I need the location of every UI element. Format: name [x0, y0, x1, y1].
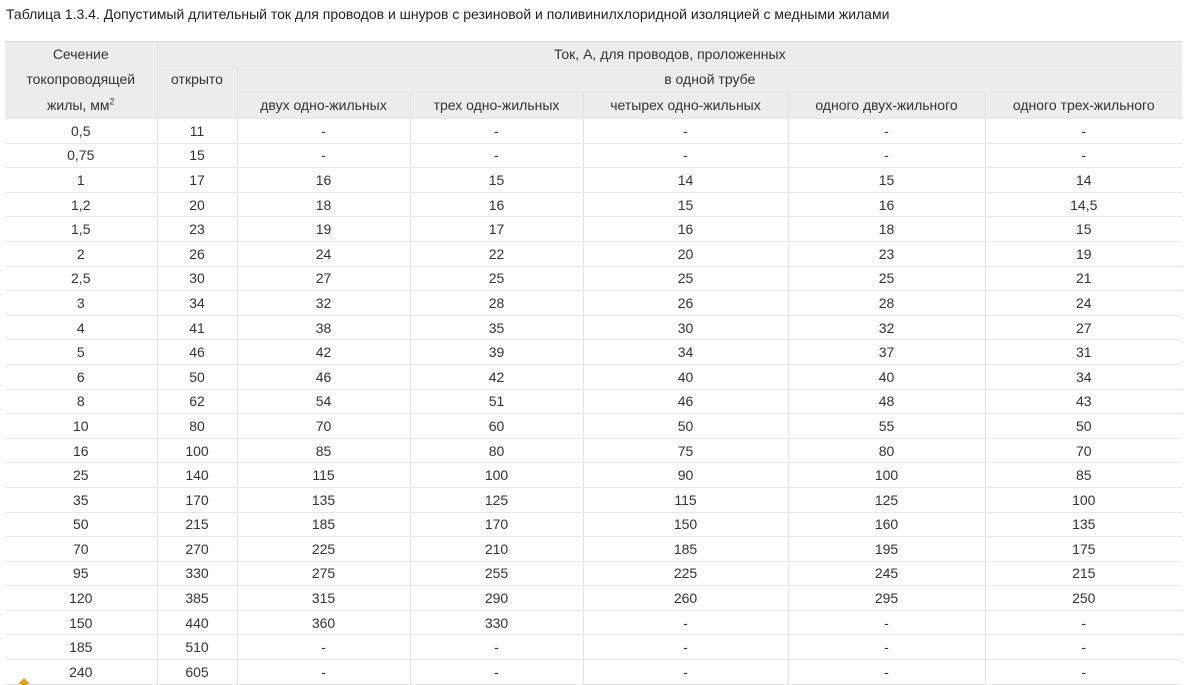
one-two-core-cell: 23: [788, 241, 985, 266]
section-header-line2: токопроводящей: [5, 67, 157, 92]
table-row: [5, 315, 1182, 340]
three-single-cell: 125: [410, 487, 583, 512]
open-cell: 100: [157, 438, 237, 463]
open-cell: 50: [157, 364, 237, 389]
two-single-cell: 24: [237, 241, 410, 266]
open-cell: 510: [157, 635, 237, 660]
table-row: [5, 512, 1182, 537]
section-cell: 35: [5, 487, 157, 512]
open-cell: 62: [157, 389, 237, 414]
col-header-one-two-core: одного двух-жильного: [788, 92, 985, 119]
one-three-core-cell: 85: [985, 463, 1182, 488]
scroll-top-icon-graphic: [17, 677, 31, 685]
two-single-cell: 38: [237, 315, 410, 340]
four-single-cell: 25: [583, 266, 788, 291]
one-two-core-cell: 25: [788, 266, 985, 291]
one-two-core-cell: 80: [788, 438, 985, 463]
one-two-core-cell: 48: [788, 389, 985, 414]
col-header-four-single: четырех одно-жильных: [583, 92, 788, 119]
one-two-core-cell: 195: [788, 537, 985, 562]
section-cell: 120: [5, 586, 157, 611]
in-pipe-header: в одной трубе: [237, 67, 1182, 92]
one-three-core-cell: 31: [985, 340, 1182, 365]
table-body: [5, 119, 1182, 685]
open-cell: 605: [157, 660, 237, 685]
section-unit-label: жилы, мм: [47, 96, 110, 113]
one-three-core-cell: -: [985, 660, 1182, 685]
open-cell: 170: [157, 487, 237, 512]
section-header-line1: Сечение: [5, 42, 157, 67]
three-single-cell: 80: [410, 438, 583, 463]
four-single-cell: -: [583, 610, 788, 635]
two-single-cell: 70: [237, 414, 410, 439]
table-row: [5, 217, 1182, 242]
three-single-cell: 51: [410, 389, 583, 414]
open-cell: 30: [157, 266, 237, 291]
three-single-cell: 16: [410, 192, 583, 217]
one-three-core-cell: 135: [985, 512, 1182, 537]
four-single-cell: 50: [583, 414, 788, 439]
table-row: [5, 119, 1182, 144]
open-cell: 440: [157, 610, 237, 635]
one-two-core-cell: 18: [788, 217, 985, 242]
four-single-cell: -: [583, 143, 788, 168]
table-row: [5, 610, 1182, 635]
one-two-core-cell: 32: [788, 315, 985, 340]
one-two-core-cell: 55: [788, 414, 985, 439]
one-three-core-cell: 21: [985, 266, 1182, 291]
section-cell: 240: [5, 660, 157, 685]
one-three-core-cell: 100: [985, 487, 1182, 512]
one-three-core-cell: 70: [985, 438, 1182, 463]
two-single-cell: 42: [237, 340, 410, 365]
one-two-core-cell: -: [788, 660, 985, 685]
one-two-core-cell: 295: [788, 586, 985, 611]
table-caption: Таблица 1.3.4. Допустимый длительный ток для проводов и шнуров с резиновой и поливинилхлоридной изоляцией с медными жилами: [6, 6, 890, 22]
section-cell: 5: [5, 340, 157, 365]
three-single-cell: -: [410, 660, 583, 685]
one-three-core-cell: 24: [985, 291, 1182, 316]
table-row: [5, 487, 1182, 512]
open-cell: 20: [157, 192, 237, 217]
open-header-empty: [157, 92, 237, 119]
section-header-line3: [5, 92, 157, 119]
section-cell: 50: [5, 512, 157, 537]
one-three-core-cell: -: [985, 119, 1182, 144]
one-three-core-cell: 27: [985, 315, 1182, 340]
one-three-core-cell: 14,5: [985, 192, 1182, 217]
one-three-core-cell: 34: [985, 364, 1182, 389]
table-row: [5, 586, 1182, 611]
three-single-cell: 255: [410, 561, 583, 586]
section-cell: 1,2: [5, 192, 157, 217]
table-row: [5, 168, 1182, 193]
section-cell: 10: [5, 414, 157, 439]
table-row: [5, 389, 1182, 414]
four-single-cell: -: [583, 660, 788, 685]
four-single-cell: 30: [583, 315, 788, 340]
open-header: открыто: [157, 67, 237, 92]
one-three-core-cell: 50: [985, 414, 1182, 439]
table-header: [5, 42, 1182, 119]
open-cell: 215: [157, 512, 237, 537]
open-cell: 15: [157, 143, 237, 168]
open-cell: 46: [157, 340, 237, 365]
four-single-cell: 225: [583, 561, 788, 586]
one-three-core-cell: 215: [985, 561, 1182, 586]
three-single-cell: 210: [410, 537, 583, 562]
table-row: [5, 364, 1182, 389]
two-single-cell: 27: [237, 266, 410, 291]
three-single-cell: 290: [410, 586, 583, 611]
one-two-core-cell: 125: [788, 487, 985, 512]
table-row: [5, 635, 1182, 660]
three-single-cell: 39: [410, 340, 583, 365]
two-single-cell: 115: [237, 463, 410, 488]
two-single-cell: 32: [237, 291, 410, 316]
one-three-core-cell: -: [985, 143, 1182, 168]
table-row: [5, 266, 1182, 291]
section-cell: 4: [5, 315, 157, 340]
section-cell: 3: [5, 291, 157, 316]
current-group-header: Ток, А, для проводов, проложенных: [157, 42, 1182, 67]
open-cell: 330: [157, 561, 237, 586]
col-header-one-three-core: одного трех-жильного: [985, 92, 1182, 119]
section-cell: 1: [5, 168, 157, 193]
section-cell: 6: [5, 364, 157, 389]
open-cell: 17: [157, 168, 237, 193]
three-single-cell: -: [410, 635, 583, 660]
table-row: [5, 340, 1182, 365]
three-single-cell: 42: [410, 364, 583, 389]
section-cell: 16: [5, 438, 157, 463]
table-row: [5, 414, 1182, 439]
four-single-cell: 115: [583, 487, 788, 512]
open-cell: 34: [157, 291, 237, 316]
one-two-core-cell: 245: [788, 561, 985, 586]
three-single-cell: 35: [410, 315, 583, 340]
four-single-cell: 185: [583, 537, 788, 562]
section-cell: 70: [5, 537, 157, 562]
open-cell: 385: [157, 586, 237, 611]
three-single-cell: -: [410, 119, 583, 144]
one-three-core-cell: 15: [985, 217, 1182, 242]
section-cell: 95: [5, 561, 157, 586]
one-two-core-cell: -: [788, 610, 985, 635]
two-single-cell: 315: [237, 586, 410, 611]
one-two-core-cell: 160: [788, 512, 985, 537]
section-cell: 185: [5, 635, 157, 660]
section-cell: 1,5: [5, 217, 157, 242]
three-single-cell: 15: [410, 168, 583, 193]
one-two-core-cell: 40: [788, 364, 985, 389]
three-single-cell: 22: [410, 241, 583, 266]
table-row: [5, 241, 1182, 266]
three-single-cell: 100: [410, 463, 583, 488]
four-single-cell: 90: [583, 463, 788, 488]
open-cell: 23: [157, 217, 237, 242]
four-single-cell: 40: [583, 364, 788, 389]
open-cell: 80: [157, 414, 237, 439]
two-single-cell: 46: [237, 364, 410, 389]
section-cell: 2,5: [5, 266, 157, 291]
one-three-core-cell: -: [985, 610, 1182, 635]
table-row: [5, 143, 1182, 168]
two-single-cell: 19: [237, 217, 410, 242]
four-single-cell: 14: [583, 168, 788, 193]
current-table: [5, 41, 1182, 685]
open-cell: 270: [157, 537, 237, 562]
two-single-cell: 185: [237, 512, 410, 537]
three-single-cell: 28: [410, 291, 583, 316]
table-row: [5, 291, 1182, 316]
open-cell: 26: [157, 241, 237, 266]
open-cell: 11: [157, 119, 237, 144]
one-two-core-cell: 15: [788, 168, 985, 193]
one-two-core-cell: 28: [788, 291, 985, 316]
four-single-cell: 15: [583, 192, 788, 217]
two-single-cell: 135: [237, 487, 410, 512]
four-single-cell: 150: [583, 512, 788, 537]
open-cell: 140: [157, 463, 237, 488]
four-single-cell: 20: [583, 241, 788, 266]
four-single-cell: 46: [583, 389, 788, 414]
table-row: [5, 561, 1182, 586]
two-single-cell: 18: [237, 192, 410, 217]
one-three-core-cell: 14: [985, 168, 1182, 193]
four-single-cell: -: [583, 119, 788, 144]
four-single-cell: 34: [583, 340, 788, 365]
three-single-cell: 60: [410, 414, 583, 439]
three-single-cell: 25: [410, 266, 583, 291]
four-single-cell: -: [583, 635, 788, 660]
one-three-core-cell: 43: [985, 389, 1182, 414]
one-two-core-cell: 16: [788, 192, 985, 217]
two-single-cell: -: [237, 119, 410, 144]
table-row: [5, 438, 1182, 463]
three-single-cell: 330: [410, 610, 583, 635]
three-single-cell: 17: [410, 217, 583, 242]
chevron-up-icon[interactable]: [17, 677, 31, 685]
table-row: [5, 537, 1182, 562]
two-single-cell: 54: [237, 389, 410, 414]
two-single-cell: 360: [237, 610, 410, 635]
two-single-cell: -: [237, 143, 410, 168]
two-single-cell: -: [237, 660, 410, 685]
four-single-cell: 75: [583, 438, 788, 463]
one-two-core-cell: -: [788, 119, 985, 144]
col-header-two-single: двух одно-жильных: [237, 92, 410, 119]
col-header-three-single: трех одно-жильных: [410, 92, 583, 119]
one-three-core-cell: 175: [985, 537, 1182, 562]
section-unit-sup: 2: [109, 96, 115, 107]
section-cell: 150: [5, 610, 157, 635]
four-single-cell: 260: [583, 586, 788, 611]
one-three-core-cell: 19: [985, 241, 1182, 266]
section-cell: 2: [5, 241, 157, 266]
table-row: [5, 660, 1182, 685]
one-two-core-cell: 37: [788, 340, 985, 365]
one-three-core-cell: 250: [985, 586, 1182, 611]
one-two-core-cell: 100: [788, 463, 985, 488]
section-cell: 0,75: [5, 143, 157, 168]
section-cell: 25: [5, 463, 157, 488]
table-row: [5, 463, 1182, 488]
two-single-cell: 275: [237, 561, 410, 586]
table-row: [5, 192, 1182, 217]
four-single-cell: 16: [583, 217, 788, 242]
one-two-core-cell: -: [788, 635, 985, 660]
two-single-cell: 85: [237, 438, 410, 463]
section-cell: 8: [5, 389, 157, 414]
three-single-cell: 170: [410, 512, 583, 537]
open-cell: 41: [157, 315, 237, 340]
two-single-cell: 16: [237, 168, 410, 193]
three-single-cell: -: [410, 143, 583, 168]
four-single-cell: 26: [583, 291, 788, 316]
two-single-cell: -: [237, 635, 410, 660]
two-single-cell: 225: [237, 537, 410, 562]
one-three-core-cell: -: [985, 635, 1182, 660]
section-cell: 0,5: [5, 119, 157, 144]
one-two-core-cell: -: [788, 143, 985, 168]
